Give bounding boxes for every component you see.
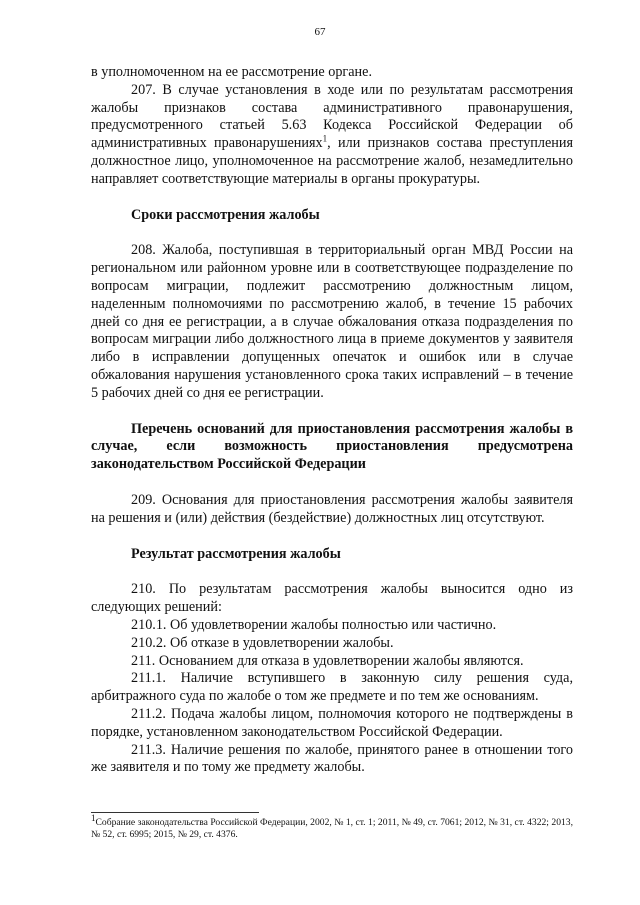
footnote-reference: 1 [322,133,328,144]
paragraph-211-1: 211.1. Наличие вступившего в законную силу решения суда, арбитражного суда по жалобе о том же предмете и по тем же основаниям. [91,670,573,705]
footnote [91,812,573,841]
page-number: 67 [314,26,326,38]
paragraph-210: 210. По результатам рассмотрения жалобы выносится одно из следующих решений: [91,581,573,616]
document-body [91,64,573,777]
paragraph-207-tail: , или признаков состава преступления должностное лицо, уполномоченное на рассмотрение жалоб, незамедлительно направляет соответствующие материалы в органы прокуратуры. [91,135,573,187]
paragraph-207-text: 207. В случае установления в ходе или по результатам рассмотрения жалобы признаков состава административного правонарушения, предусмотренного статьей 5.63 Кодекса Российской Федерации об административных правонарушениях [91,81,573,152]
footnote-divider [91,812,259,813]
paragraph-208: 208. Жалоба, поступившая в территориальный орган МВД России на региональном или районном уровне или в соответствующее подразделение по вопросам миграции, подлежит рассмотрению должностным лицом, наделенным полномочиями по рассмотрению жалоб, в течение 15 рабочих дней со дня ее регистрации, а в случае обжалования отказа подразделения по вопросам миграции либо должностного лица в приеме документов у заявителя либо в исправлении допущенных опечаток и ошибок или в случае обжалования нарушения установленного срока таких исправлений – в течение 5 рабочих дней со дня ее регистрации. [91,242,573,401]
paragraph-210-2: 210.2. Об отказе в удовлетворении жалобы. [131,634,394,651]
section-heading-review-result: Результат рассмотрения жалобы [131,545,341,562]
footnote-marker: 1 [91,812,96,823]
paragraph-211-3: 211.3. Наличие решения по жалобе, принятого ранее в отношении того же заявителя и по тому же предмету жалобы. [91,741,573,776]
paragraph-211-2: 211.2. Подача жалобы лицом, полномочия которого не подтверждены в порядке, установленном законодательством Российской Федерации. [91,705,573,740]
paragraph-209: 209. Основания для приостановления рассмотрения жалобы заявителя на решения и (или) действия (бездействие) должностных лиц отсутствуют. [91,491,573,526]
section-heading-suspension-grounds: Перечень оснований для приостановления рассмотрения жалобы в случае, если возможность приостановления предусмотрена законодательством Российской Федерации [91,420,573,473]
footnote-text: Собрание законодательства Российской Федерации, 2002, № 1, ст. 1; 2011, № 49, ст. 7061; 2012, № 31, ст. 4322; 2013, № 52, ст. 6995; 2015, № 29, ст. 4376. [91,817,573,840]
paragraph-207 [91,82,573,189]
paragraph-210-1: 210.1. Об удовлетворении жалобы полностью или частично. [131,616,497,633]
paragraph-continuation: в уполномоченном на ее рассмотрение органе. [91,64,372,80]
section-heading-review-terms: Сроки рассмотрения жалобы [131,206,320,223]
paragraph-211: 211. Основанием для отказа в удовлетворении жалобы являются. [131,652,524,669]
